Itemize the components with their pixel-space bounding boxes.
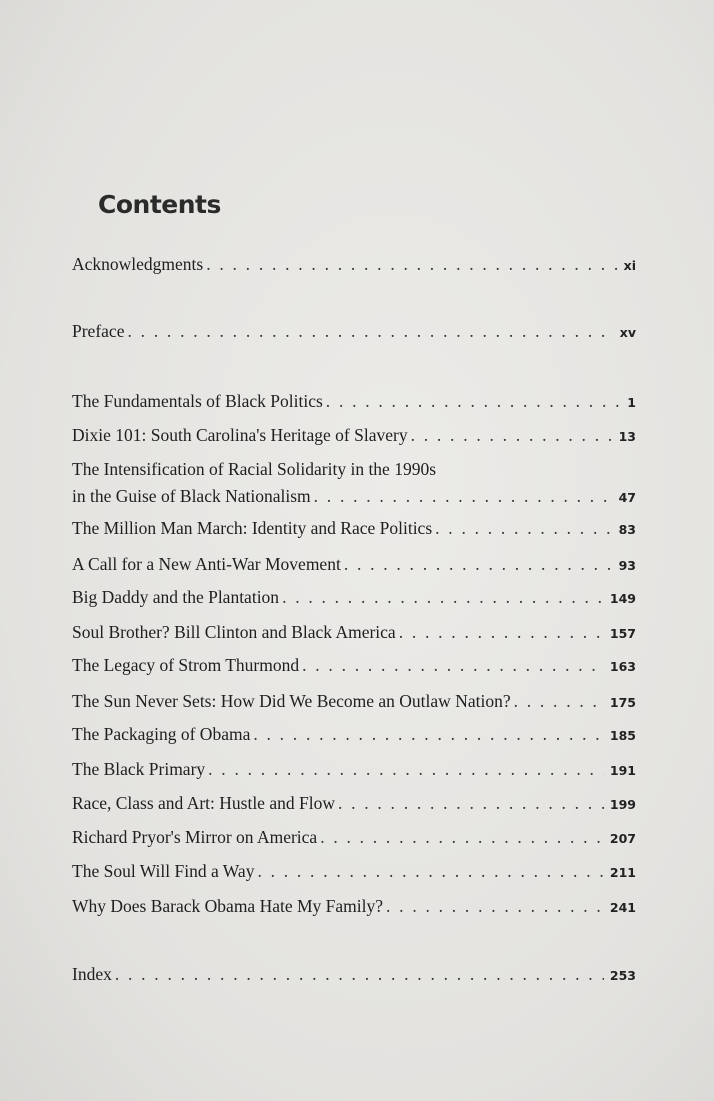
entry-title: Soul Brother? Bill Clinton and Black America [72,622,396,642]
dot-leader [411,418,613,452]
toc-entry-sun-never-sets[interactable] [72,684,636,720]
entry-title: The Soul Will Find a Way [72,861,255,881]
dot-leader [344,547,613,581]
toc-entry-soul-will-find-a-way[interactable] [72,854,636,890]
entry-page: 253 [609,968,636,983]
entry-page: xi [623,258,636,273]
toc-entry-anti-war[interactable] [72,547,636,583]
dot-leader [514,684,604,718]
toc-entry-acknowledgments[interactable] [72,247,636,283]
toc-entry-index[interactable] [72,957,636,993]
toc-entry-dixie-101[interactable] [72,418,636,454]
entry-title: Richard Pryor's Mirror on America [72,827,318,847]
dot-leader [115,957,604,991]
dot-leader [302,648,604,682]
toc-entry-soul-brother[interactable] [72,615,636,651]
entry-title: Why Does Barack Obama Hate My Family? [72,896,384,916]
dot-leader [314,483,613,510]
entry-page: xv [619,325,636,340]
dot-leader [435,511,612,545]
entry-title: Big Daddy and the Plantation [72,587,280,607]
dot-leader [127,314,613,348]
dot-leader [257,854,603,888]
page-title: Contents [98,190,221,219]
toc-entry-why-does-obama[interactable] [72,889,636,925]
toc-entry-intensification[interactable] [72,456,636,511]
entry-page: 199 [609,797,636,812]
dot-leader [399,615,604,649]
entry-title: Acknowledgments [72,254,204,274]
entry-page: 83 [618,522,636,537]
entry-page: 211 [609,865,636,880]
dot-leader [208,752,604,786]
toc-entry-strom-thurmond[interactable] [72,648,636,684]
entry-page: 241 [609,900,636,915]
dot-leader [338,786,604,820]
entry-title: The Black Primary [72,759,206,779]
entry-page: 93 [618,558,636,573]
entry-title-line2: in the Guise of Black Nationalism [72,486,311,506]
toc-entry-black-primary[interactable] [72,752,636,788]
entry-title: The Legacy of Strom Thurmond [72,655,300,675]
toc-entry-million-man-march[interactable] [72,511,636,547]
entry-page: 149 [609,591,636,606]
entry-title: Index [72,964,112,984]
dot-leader [206,247,617,281]
entry-title: Dixie 101: South Carolina's Heritage of Slavery [72,425,408,445]
entry-page: 207 [609,831,636,846]
dot-leader [320,820,604,854]
entry-title: The Packaging of Obama [72,724,251,744]
dot-leader [386,889,604,923]
toc-entry-big-daddy[interactable] [72,580,636,616]
entry-title: Race, Class and Art: Hustle and Flow [72,793,335,813]
toc-entry-race-class-art[interactable] [72,786,636,822]
entry-page: 163 [609,659,636,674]
entry-title: The Sun Never Sets: How Did We Become an Outlaw Nation? [72,691,511,711]
dot-leader [326,384,622,418]
entry-page: 185 [609,728,636,743]
dot-leader [282,580,604,614]
entry-title-line1: The Intensification of Racial Solidarity in the 1990s [72,459,437,479]
entry-page: 13 [618,429,636,444]
entry-title: Preface [72,321,125,341]
entry-page: 175 [609,695,636,710]
entry-title: The Fundamentals of Black Politics [72,391,323,411]
toc-entry-fundamentals[interactable] [72,384,636,420]
entry-title: A Call for a New Anti-War Movement [72,554,341,574]
entry-page: 157 [609,626,636,641]
toc-entry-packaging-of-obama[interactable] [72,717,636,753]
entry-page: 1 [627,395,636,410]
entry-page: 47 [618,490,636,505]
toc-entry-richard-pryor[interactable] [72,820,636,856]
dot-leader [253,717,604,751]
entry-page: 191 [609,763,636,778]
toc-entry-preface[interactable] [72,314,636,350]
entry-title: The Million Man March: Identity and Race Politics [72,518,433,538]
